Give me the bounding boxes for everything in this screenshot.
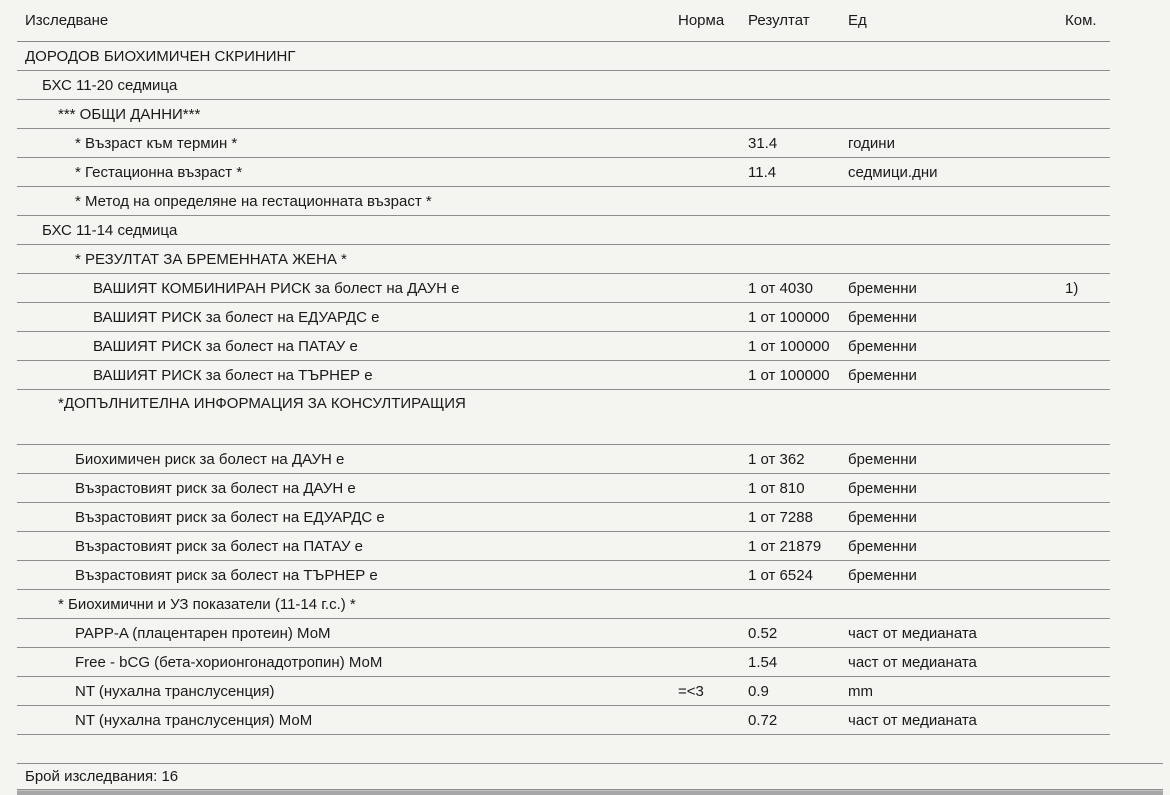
cell-name: ВАШИЯТ КОМБИНИРАН РИСК за болест на ДАУН е <box>93 279 460 297</box>
cell-name: Free - bCG (бета-хорионгонадотропин) МоМ <box>75 653 383 671</box>
cell-unit: бременни <box>848 508 917 526</box>
cell-name: БХС 11-14 седмица <box>42 221 178 239</box>
column-header-result: Резултат <box>748 12 810 29</box>
table-row[interactable] <box>17 187 1110 216</box>
cell-name: Биохимичен риск за болест на ДАУН е <box>75 450 345 468</box>
cell-result: 11.4 <box>748 163 777 181</box>
table-row[interactable] <box>17 361 1110 390</box>
cell-unit: бременни <box>848 537 917 555</box>
cell-name: *ДОПЪЛНИТЕЛНА ИНФОРМАЦИЯ ЗА КОНСУЛТИРАЩИЯ <box>58 395 466 412</box>
cell-name: Възрастовият риск за болест на ЕДУАРДС е <box>75 508 385 526</box>
table-row[interactable] <box>17 648 1110 677</box>
table-row[interactable] <box>17 332 1110 361</box>
cell-result: 1 от 7288 <box>748 508 813 526</box>
cell-name: NT (нухална транслусенция) <box>75 682 275 700</box>
cell-result: 1 от 362 <box>748 450 805 468</box>
cell-result: 0.52 <box>748 624 778 642</box>
column-header-norm: Норма <box>678 12 725 29</box>
cell-unit: бременни <box>848 337 917 355</box>
cell-name: * Гестационна възраст * <box>75 163 243 181</box>
cell-norm: =<3 <box>678 682 704 700</box>
table-footer-gap <box>0 735 1170 763</box>
cell-unit: бременни <box>848 450 917 468</box>
cell-result: 31.4 <box>748 134 778 152</box>
table-row[interactable] <box>17 590 1110 619</box>
cell-unit: част от медианата <box>848 624 977 642</box>
cell-result: 1 от 100000 <box>748 308 830 326</box>
results-table <box>17 0 1110 735</box>
cell-name: ВАШИЯТ РИСК за болест на ПАТАУ е <box>93 337 358 355</box>
summary-text: Брой изследвания: 16 <box>25 768 179 785</box>
cell-unit: бременни <box>848 366 917 384</box>
cell-name: * РЕЗУЛТАТ ЗА БРЕМЕННАТА ЖЕНА * <box>75 250 347 268</box>
cell-result: 1 от 21879 <box>748 537 822 555</box>
cell-result: 0.72 <box>748 711 778 729</box>
cell-name: Възрастовият риск за болест на ПАТАУ е <box>75 537 364 555</box>
cell-unit: част от медианата <box>848 653 977 671</box>
cell-unit: бременни <box>848 566 917 584</box>
table-row[interactable] <box>17 158 1110 187</box>
cell-result: 1 от 100000 <box>748 366 830 384</box>
cell-result <box>748 390 848 395</box>
table-row[interactable] <box>17 100 1110 129</box>
table-row[interactable] <box>17 706 1110 735</box>
cell-result: 1 от 810 <box>748 479 805 497</box>
cell-name: ВАШИЯТ РИСК за болест на ТЪРНЕР е <box>93 366 373 384</box>
cell-unit: бременни <box>848 279 917 297</box>
cell-unit: mm <box>848 682 873 700</box>
column-header-unit: Ед <box>848 12 867 29</box>
cell-unit <box>848 390 1058 395</box>
cell-name: Възрастовият риск за болест на ДАУН е <box>75 479 356 497</box>
cell-name: * Биохимични и УЗ показатели (11-14 г.с.) * <box>58 595 356 613</box>
cell-name: БХС 11-20 седмица <box>42 76 178 94</box>
table-row[interactable] <box>17 503 1110 532</box>
cell-result: 1.54 <box>748 653 778 671</box>
cell-name: * Възраст към термин * <box>75 134 238 152</box>
summary-bar <box>17 763 1163 790</box>
cell-norm <box>678 390 748 395</box>
results-table-body <box>17 42 1110 735</box>
horizontal-scrollbar[interactable] <box>17 790 1163 795</box>
table-row[interactable] <box>17 445 1110 474</box>
table-row[interactable] <box>17 561 1110 590</box>
table-row[interactable] <box>17 216 1110 245</box>
table-row[interactable] <box>17 390 1110 445</box>
cell-result: 1 от 6524 <box>748 566 813 584</box>
cell-name: NT (нухална транслусенция) МоМ <box>75 711 313 729</box>
table-row[interactable] <box>17 42 1110 71</box>
table-row[interactable] <box>17 303 1110 332</box>
table-row[interactable] <box>17 474 1110 503</box>
table-row[interactable] <box>17 274 1110 303</box>
cell-name: Възрастовият риск за болест на ТЪРНЕР е <box>75 566 378 584</box>
table-row[interactable] <box>17 129 1110 158</box>
cell-name: ДОРОДОВ БИОХИМИЧЕН СКРИНИНГ <box>25 47 296 65</box>
cell-comment: 1) <box>1065 279 1079 297</box>
column-header-comment: Ком. <box>1065 12 1097 29</box>
cell-result: 0.9 <box>748 682 769 700</box>
table-row[interactable] <box>17 245 1110 274</box>
cell-name: PAPP-A (плацентарен протеин) МоМ <box>75 624 331 642</box>
table-header-row <box>17 0 1110 42</box>
table-row[interactable] <box>17 619 1110 648</box>
cell-comment <box>1058 390 1110 395</box>
cell-result: 1 от 100000 <box>748 337 830 355</box>
cell-name: * Метод на определяне на гестационната възраст * <box>75 192 432 210</box>
cell-unit: седмици.дни <box>848 163 938 181</box>
cell-name: *** ОБЩИ ДАННИ*** <box>58 105 201 123</box>
cell-unit: бременни <box>848 308 917 326</box>
cell-unit: част от медианата <box>848 711 977 729</box>
table-row[interactable] <box>17 677 1110 706</box>
column-header-name: Изследване <box>25 12 109 29</box>
cell-unit: години <box>848 134 895 152</box>
table-row[interactable] <box>17 71 1110 100</box>
table-row[interactable] <box>17 532 1110 561</box>
cell-name: ВАШИЯТ РИСК за болест на ЕДУАРДС е <box>93 308 380 326</box>
cell-result: 1 от 4030 <box>748 279 813 297</box>
cell-unit: бременни <box>848 479 917 497</box>
